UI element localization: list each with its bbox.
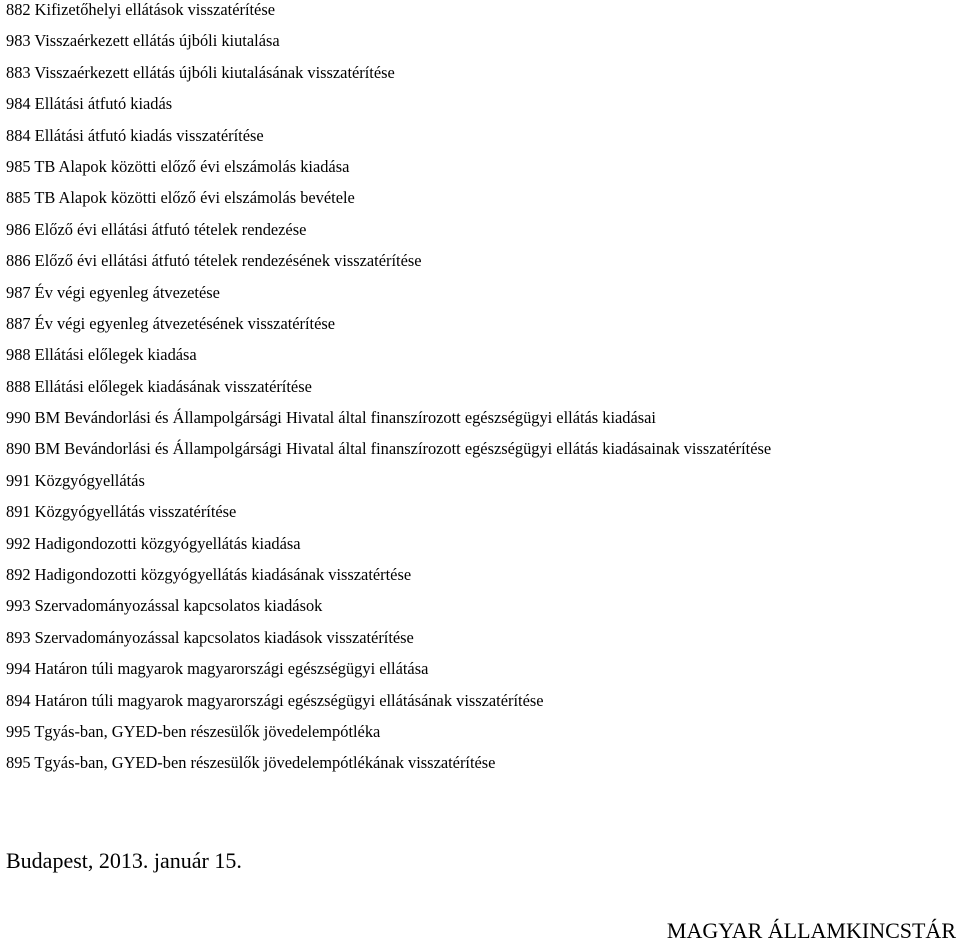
list-item: 888 Ellátási előlegek kiadásának visszatérítése: [6, 376, 312, 396]
list-item: 992 Hadigondozotti közgyógyellátás kiadása: [6, 533, 301, 553]
list-item: 886 Előző évi ellátási átfutó tételek rendezésének visszatérítése: [6, 251, 422, 271]
list-item: 895 Tgyás-ban, GYED-ben részesülők jövedelempótlékának visszatérítése: [6, 753, 496, 773]
list-item: 986 Előző évi ellátási átfutó tételek rendezése: [6, 219, 307, 239]
list-item: 985 TB Alapok közötti előző évi elszámolás kiadása: [6, 156, 350, 176]
code-list: [6, 0, 771, 779]
list-item: 984 Ellátási átfutó kiadás: [6, 94, 173, 114]
list-item: 883 Visszaérkezett ellátás újbóli kiutalásának visszatérítése: [6, 62, 395, 82]
list-item: 990 BM Bevándorlási és Állampolgársági Hivatal által finanszírozott egészségügyi ellátás kiadásai: [6, 408, 656, 428]
list-item: 987 Év végi egyenleg átvezetése: [6, 282, 220, 302]
list-item: 885 TB Alapok közötti előző évi elszámolás bevétele: [6, 188, 355, 208]
list-item: 988 Ellátási előlegek kiadása: [6, 345, 197, 365]
list-item: 983 Visszaérkezett ellátás újbóli kiutalása: [6, 31, 280, 51]
place-and-date: Budapest, 2013. január 15.: [6, 848, 242, 873]
signature-institution: MAGYAR ÁLLAMKINCSTÁR: [666, 918, 956, 943]
list-item: 884 Ellátási átfutó kiadás visszatérítése: [6, 125, 264, 145]
list-item: 887 Év végi egyenleg átvezetésének visszatérítése: [6, 313, 336, 333]
list-item: 893 Szervadományozással kapcsolatos kiadások visszatérítése: [6, 627, 414, 647]
list-item: 892 Hadigondozotti közgyógyellátás kiadásának visszatértése: [6, 565, 412, 585]
list-item: 995 Tgyás-ban, GYED-ben részesülők jövedelempótléka: [6, 721, 381, 741]
list-item: 894 Határon túli magyarok magyarországi egészségügyi ellátásának visszatérítése: [6, 690, 544, 710]
list-item: 993 Szervadományozással kapcsolatos kiadások: [6, 596, 323, 616]
list-item: 891 Közgyógyellátás visszatérítése: [6, 502, 237, 522]
list-item: 890 BM Bevándorlási és Állampolgársági Hivatal által finanszírozott egészségügyi ellátás kiadásainak visszatérítése: [6, 439, 772, 459]
list-item: 991 Közgyógyellátás: [6, 470, 145, 490]
list-item: 882 Kifizetőhelyi ellátások visszatérítése: [6, 0, 275, 19]
list-item: 994 Határon túli magyarok magyarországi egészségügyi ellátása: [6, 659, 429, 679]
